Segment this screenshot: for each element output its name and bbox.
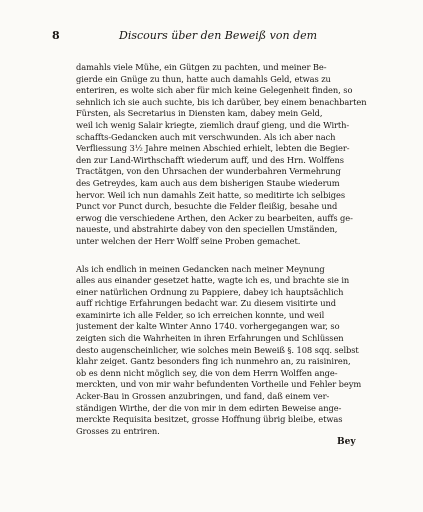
text-line: naueste, und abstrahirte dabey von den speciellen Umständen, <box>76 224 338 235</box>
text-line: Grosses zu entriren. <box>76 425 160 436</box>
text-line: Punct vor Punct durch, besuchte die Felder fleißig, besahe und <box>76 201 338 212</box>
text-line: einer natürlichen Ordnung zu Pappiere, dabey ich hauptsächlich <box>76 286 344 297</box>
text-line: sehnlich ich sie auch suchte, bis ich darüber, bey einem benachbarten <box>76 96 367 107</box>
text-line: unter welchen der Herr Wolff seine Proben gemachet. <box>76 235 301 246</box>
text-line: Acker-Bau in Grossen anzubringen, und fand, daß einem ver- <box>76 391 330 402</box>
text-line: Als ich endlich in meinen Gedancken nach meiner Meynung <box>76 263 325 274</box>
text-line: auff richtige Erfahrungen bedacht war. Zu diesem visitirte und <box>76 298 337 309</box>
text-line: ob es denn nicht möglich sey, die von dem Herrn Wolffen ange- <box>76 367 338 378</box>
running-head: Discours über den Beweiß von dem <box>119 29 318 42</box>
text-line: gierde ein Gnüge zu thun, hatte auch damahls Geld, etwas zu <box>76 73 331 84</box>
text-line: den zur Land-Wirthschafft wiederum auff, und des Hrn. Wolffens <box>76 154 344 165</box>
text-line: alles aus einander gesetzet hatte, wagte ich es, und brachte sie in <box>76 275 350 286</box>
text-line: erwog die verschiedene Arthen, den Acker zu bearbeiten, auffs ge- <box>76 212 353 223</box>
text-line: enteriren, es wolte sich aber für mich keine Gelegenheit finden, so <box>76 85 353 96</box>
text-line: desto augenscheinlicher, wie solches mein Beweiß §. 108 sqq. selbst <box>76 344 359 355</box>
text-line: zeigten sich die Wahrheiten in ihren Erfahrungen und Schlüssen <box>76 333 344 344</box>
page-header <box>52 29 378 45</box>
text-line: Fürsten, als Secretarius in Diensten kam, dabey mein Geld, <box>76 108 323 119</box>
text-line: ständigen Wirthe, der die von mir in dem edirten Beweise ange- <box>76 402 342 413</box>
text-line: weil ich wenig Salair kriegte, ziemlich drauf gieng, und die Wirth- <box>76 119 350 130</box>
text-line: merckten, und von mir wahr befundenten Vortheile und Fehler beym <box>76 379 362 390</box>
text-line: des Getreydes, kam auch aus dem bisherigen Staube wiederum <box>76 177 340 188</box>
body-text <box>76 62 382 437</box>
text-line: Tractätgen, von den Uhrsachen der wunderbahren Vermehrung <box>76 166 341 177</box>
page-number: 8 <box>52 29 60 42</box>
text-line: klahr zeiget. Gantz besonders fing ich nunmehro an, zu raisiniren, <box>76 356 351 367</box>
text-line: justement der kalte Winter Anno 1740. vorhergegangen war, so <box>76 321 340 332</box>
text-line: hervor. Weil ich nun damahls Zeit hatte, so meditirte ich selbiges <box>76 189 346 200</box>
text-line: merckte Requisita besitzet, grosse Hoffnung übrig bleibe, etwas <box>76 414 343 425</box>
paragraph-1 <box>76 62 382 248</box>
text-line: examinirte ich alle Felder, so ich erreichen konnte, und weil <box>76 309 325 320</box>
paragraph-gap <box>76 248 382 264</box>
text-line: Verfliessung 3½ Jahre meinen Abschied erhielt, lebten die Begier- <box>76 143 350 154</box>
catchword: Bey <box>337 437 356 447</box>
text-line: damahls viele Mühe, ein Gütgen zu pachten, und meiner Be- <box>76 62 327 72</box>
text-line: schaffts-Gedancken auch mit verschwunden. Als ich aber nach <box>76 131 336 142</box>
paragraph-2 <box>76 264 382 438</box>
